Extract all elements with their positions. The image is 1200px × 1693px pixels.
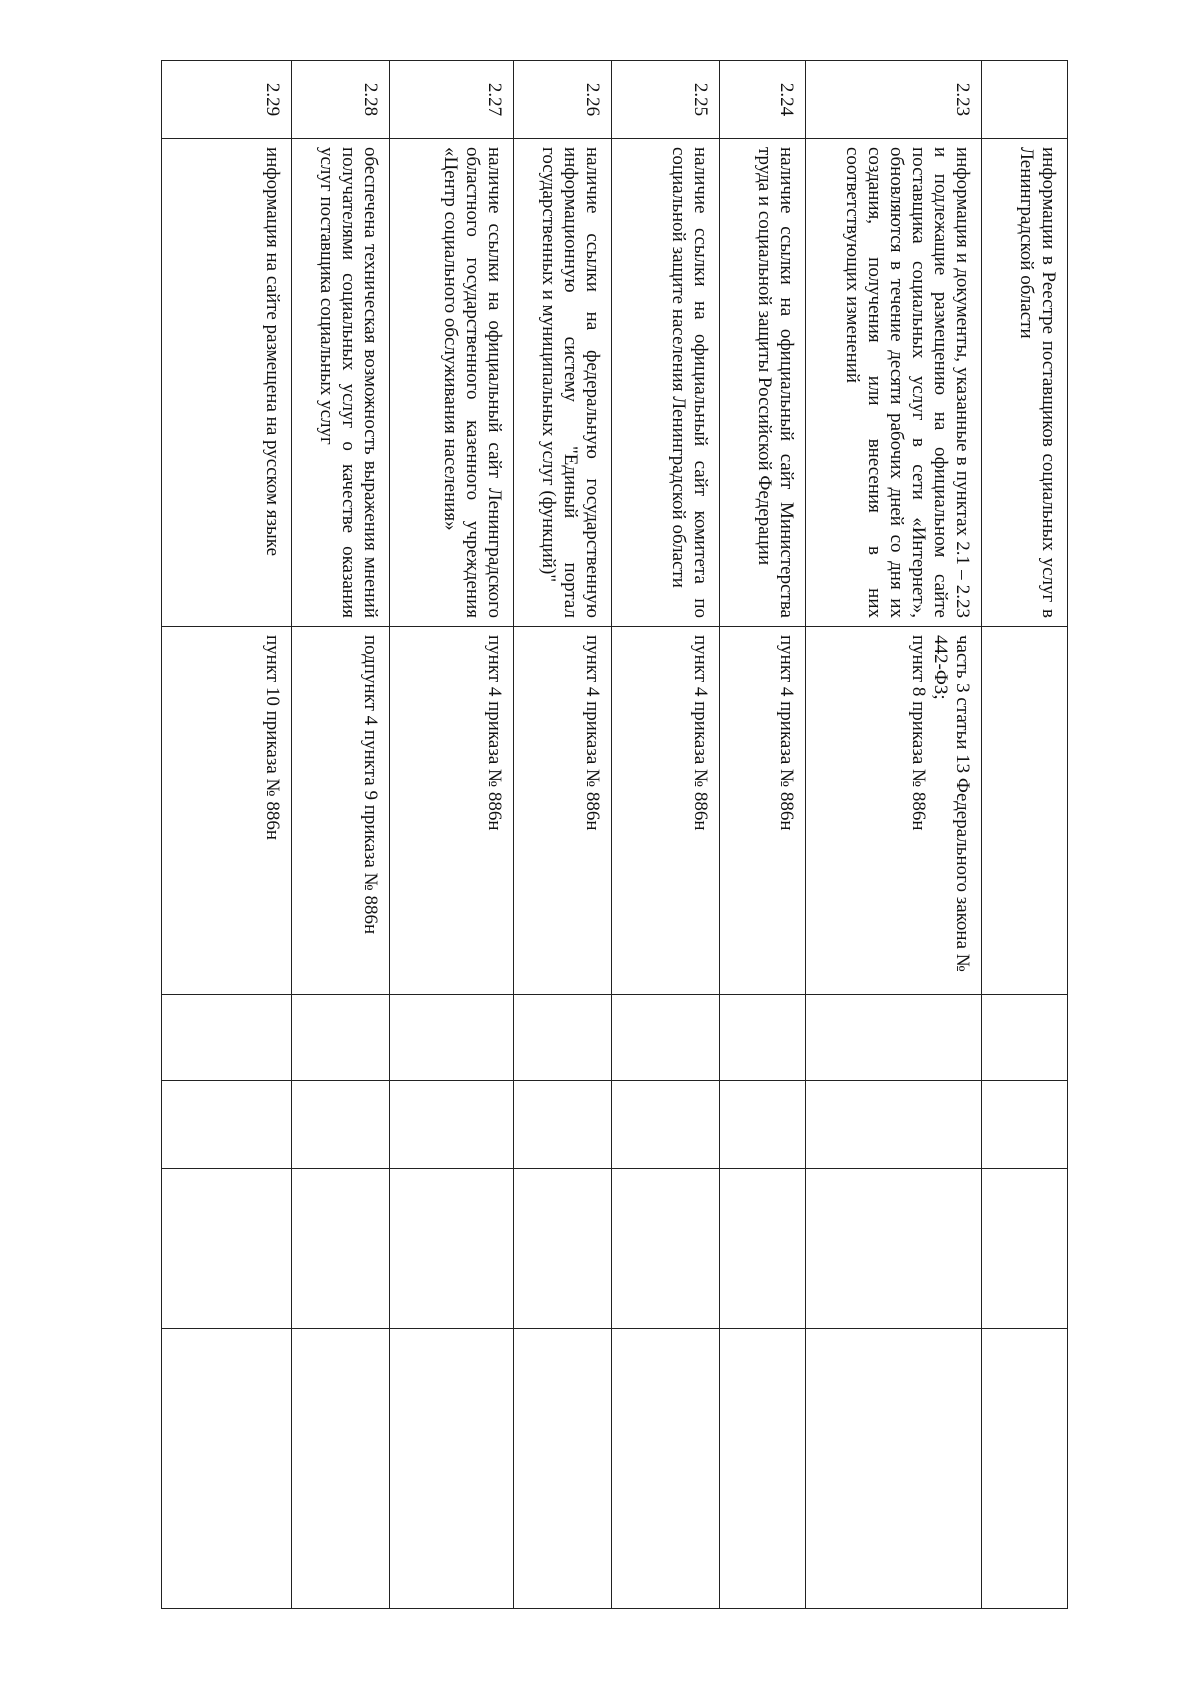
empty-cell: [292, 995, 390, 1081]
empty-cell: [720, 1329, 806, 1609]
empty-cell: [292, 1329, 390, 1609]
row-description-cell: информация и документы, указанные в пунктах 2.1 – 2.23 и подлежащие размещению на официальном сайте поставщика социальных услуг в сети «Интернет», обновляются в течение десяти рабочих дней со дня их создания, получения или внесения в них соответствующих изменений: [806, 139, 982, 627]
empty-cell: [982, 995, 1068, 1081]
criteria-table: [161, 60, 1068, 1609]
reference-line: часть 3 статьи 13 Федерального закона № 442-ФЗ; пункт 8 приказа № 886н: [908, 635, 973, 972]
empty-cell: [162, 1169, 292, 1329]
row-reference-cell: подпункт 4 пункта 9 приказа № 886н: [292, 627, 390, 995]
table-row: [806, 61, 982, 1609]
empty-cell: [162, 1329, 292, 1609]
empty-cell: [292, 1169, 390, 1329]
empty-cell: [982, 1329, 1068, 1609]
table-row: [292, 61, 390, 1609]
table-row: [612, 61, 720, 1609]
empty-cell: [162, 995, 292, 1081]
row-number-cell: 2.24: [720, 61, 806, 139]
row-reference-cell: [806, 627, 982, 995]
empty-cell: [514, 995, 612, 1081]
empty-cell: [292, 1081, 390, 1169]
empty-cell: [612, 1329, 720, 1609]
empty-cell: [806, 1169, 982, 1329]
row-number-cell: 2.23: [806, 61, 982, 139]
row-reference-cell: пункт 10 приказа № 886н: [162, 627, 292, 995]
empty-cell: [806, 995, 982, 1081]
empty-cell: [514, 1081, 612, 1169]
empty-cell: [982, 1169, 1068, 1329]
row-description-cell: наличие ссылки на официальный сайт Ленинградского областного государственного казенного учреждения «Центр социального обслуживания населения»: [390, 139, 514, 627]
row-reference-cell: пункт 4 приказа № 886н: [390, 627, 514, 995]
table-row: [720, 61, 806, 1609]
empty-cell: [390, 1169, 514, 1329]
empty-cell: [390, 995, 514, 1081]
rotated-page: [172, 60, 1068, 1608]
row-number-cell: 2.25: [612, 61, 720, 139]
empty-cell: [806, 1329, 982, 1609]
empty-cell: [162, 1081, 292, 1169]
row-number-cell: 2.28: [292, 61, 390, 139]
row-reference-cell: пункт 4 приказа № 886н: [612, 627, 720, 995]
row-number-cell: [982, 61, 1068, 139]
empty-cell: [982, 1081, 1068, 1169]
empty-cell: [612, 1169, 720, 1329]
row-description-cell: наличие ссылки на официальный сайт комитета по социальной защите населения Ленинградской области: [612, 139, 720, 627]
table-row: [514, 61, 612, 1609]
table-row: [390, 61, 514, 1609]
row-number-cell: 2.29: [162, 61, 292, 139]
row-description-cell: наличие ссылки на официальный сайт Министерства труда и социальной защиты Российской Федерации: [720, 139, 806, 627]
table-row: [162, 61, 292, 1609]
empty-cell: [390, 1081, 514, 1169]
table-row: [982, 61, 1068, 1609]
row-description-cell: обеспечена техническая возможность выражения мнений получателями социальных услуг о качестве оказания услуг поставщика социальных услуг: [292, 139, 390, 627]
row-number-cell: 2.27: [390, 61, 514, 139]
empty-cell: [612, 1081, 720, 1169]
row-reference-cell: пункт 4 приказа № 886н: [514, 627, 612, 995]
empty-cell: [514, 1329, 612, 1609]
empty-cell: [390, 1329, 514, 1609]
row-number-cell: 2.26: [514, 61, 612, 139]
row-description-cell: информации в Реестре поставщиков социальных услуг в Ленинградской области: [982, 139, 1068, 627]
empty-cell: [806, 1081, 982, 1169]
empty-cell: [720, 995, 806, 1081]
row-reference-cell: [982, 627, 1068, 995]
empty-cell: [514, 1169, 612, 1329]
empty-cell: [612, 995, 720, 1081]
empty-cell: [720, 1081, 806, 1169]
row-reference-cell: пункт 4 приказа № 886н: [720, 627, 806, 995]
empty-cell: [720, 1169, 806, 1329]
row-description-cell: информация на сайте размещена на русском языке: [162, 139, 292, 627]
row-description-cell: наличие ссылки на федеральную государственную информационную систему "Единый портал государственных и муниципальных услуг (функций)": [514, 139, 612, 627]
